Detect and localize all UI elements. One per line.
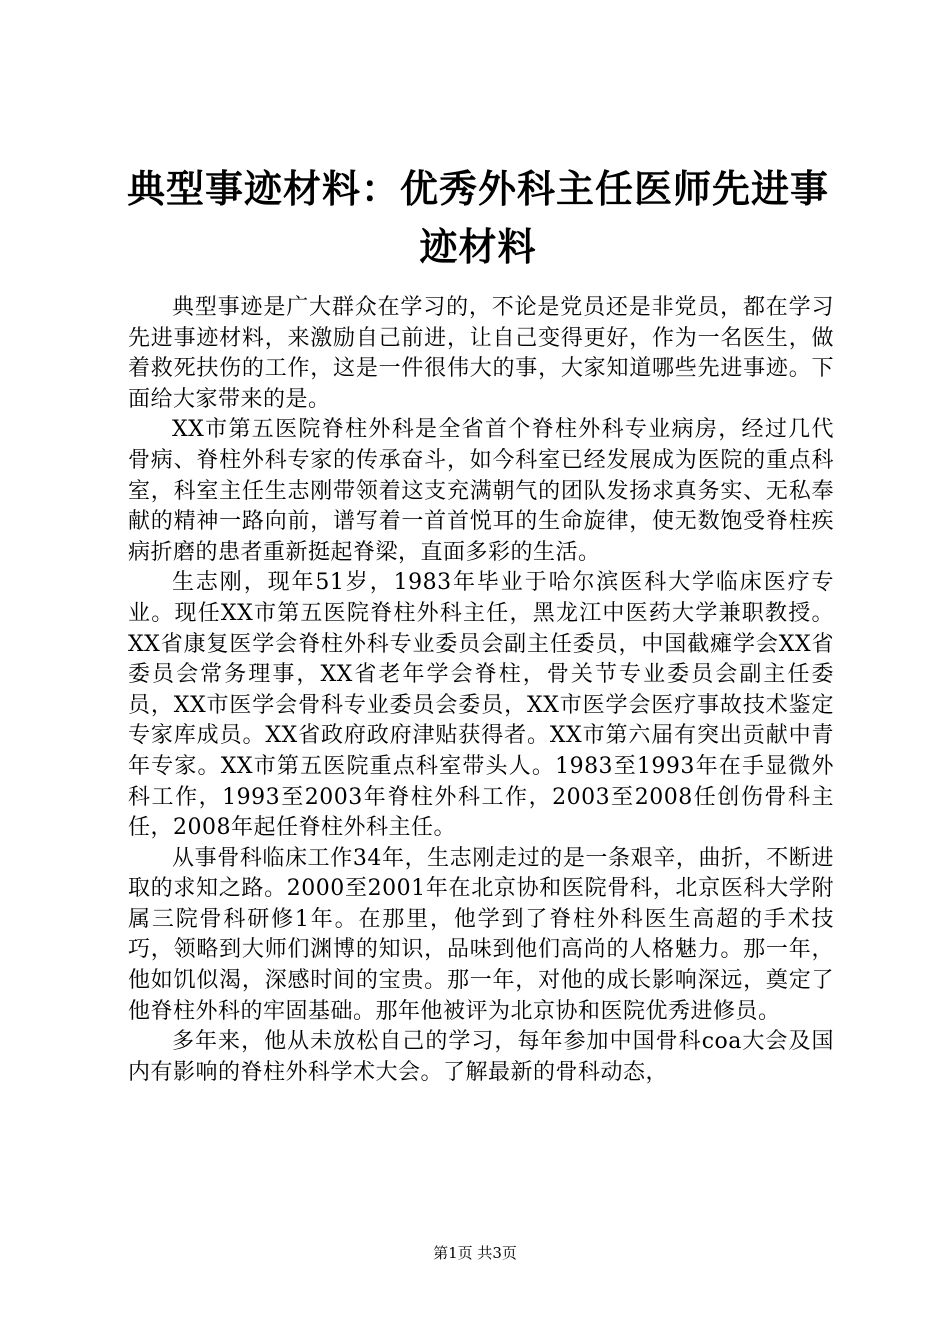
paragraph: 多年来，他从未放松自己的学习，每年参加中国骨科coa大会及国内有影响的脊柱外科学术大会。了解最新的骨科动态，	[128, 1029, 834, 1085]
page-footer: 第1页 共3页	[433, 1244, 517, 1262]
paragraph: XX市第五医院脊柱外科是全省首个脊柱外科专业病房，经过几代骨病、脊柱外科专家的传承奋斗，如今科室已经发展成为医院的重点科室，科室主任生志刚带领着这支充满朝气的团队发扬求真务实、无私奉献的精神一路向前，谱写着一首首悦耳的生命旋律，使无数饱受脊柱疾病折磨的患者重新挺起脊梁，直面多彩的生活。	[128, 417, 834, 565]
document-body	[128, 293, 834, 1088]
paragraph: 典型事迹是广大群众在学习的，不论是党员还是非党员，都在学习先进事迹材料，来激励自己前进，让自己变得更好，作为一名医生，做着救死扶伤的工作，这是一件很伟大的事，大家知道哪些先进事迹。下面给大家带来的是。	[128, 295, 834, 412]
document-title: 典型事迹材料：优秀外科主任医师先进事迹材料	[126, 167, 829, 269]
paragraph: 生志刚，现年51岁，1983年毕业于哈尔滨医科大学临床医疗专业。现任XX市第五医院脊柱外科主任，黑龙江中医药大学兼职教授。XX省康复医学会脊柱外科专业委员会副主任委员，中国截瘫学会XX省委员会常务理事，XX省老年学会脊柱，骨关节专业委员会副主任委员，XX市医学会骨科专业委员会委员，XX市医学会医疗事故技术鉴定专家库成员。XX省政府政府津贴获得者。XX市第六届有突出贡献中青年专家。XX市第五医院重点科室带头人。1983至1993年在手显微外科工作，1993至2003年脊柱外科工作，2003至2008任创伤骨科主任，2008年起任脊柱外科主任。	[128, 570, 834, 841]
paragraph: 从事骨科临床工作34年，生志刚走过的是一条艰辛，曲折，不断进取的求知之路。2000至2001年在北京协和医院骨科，北京医科大学附属三院骨科研修1年。在那里，他学到了脊柱外科医生高超的手术技巧，领略到大师们渊博的知识，品味到他们高尚的人格魅力。那一年，他如饥似渴，深感时间的宝贵。那一年，对他的成长影响深远，奠定了他脊柱外科的牢固基础。那年他被评为北京协和医院优秀进修员。	[128, 845, 834, 1024]
